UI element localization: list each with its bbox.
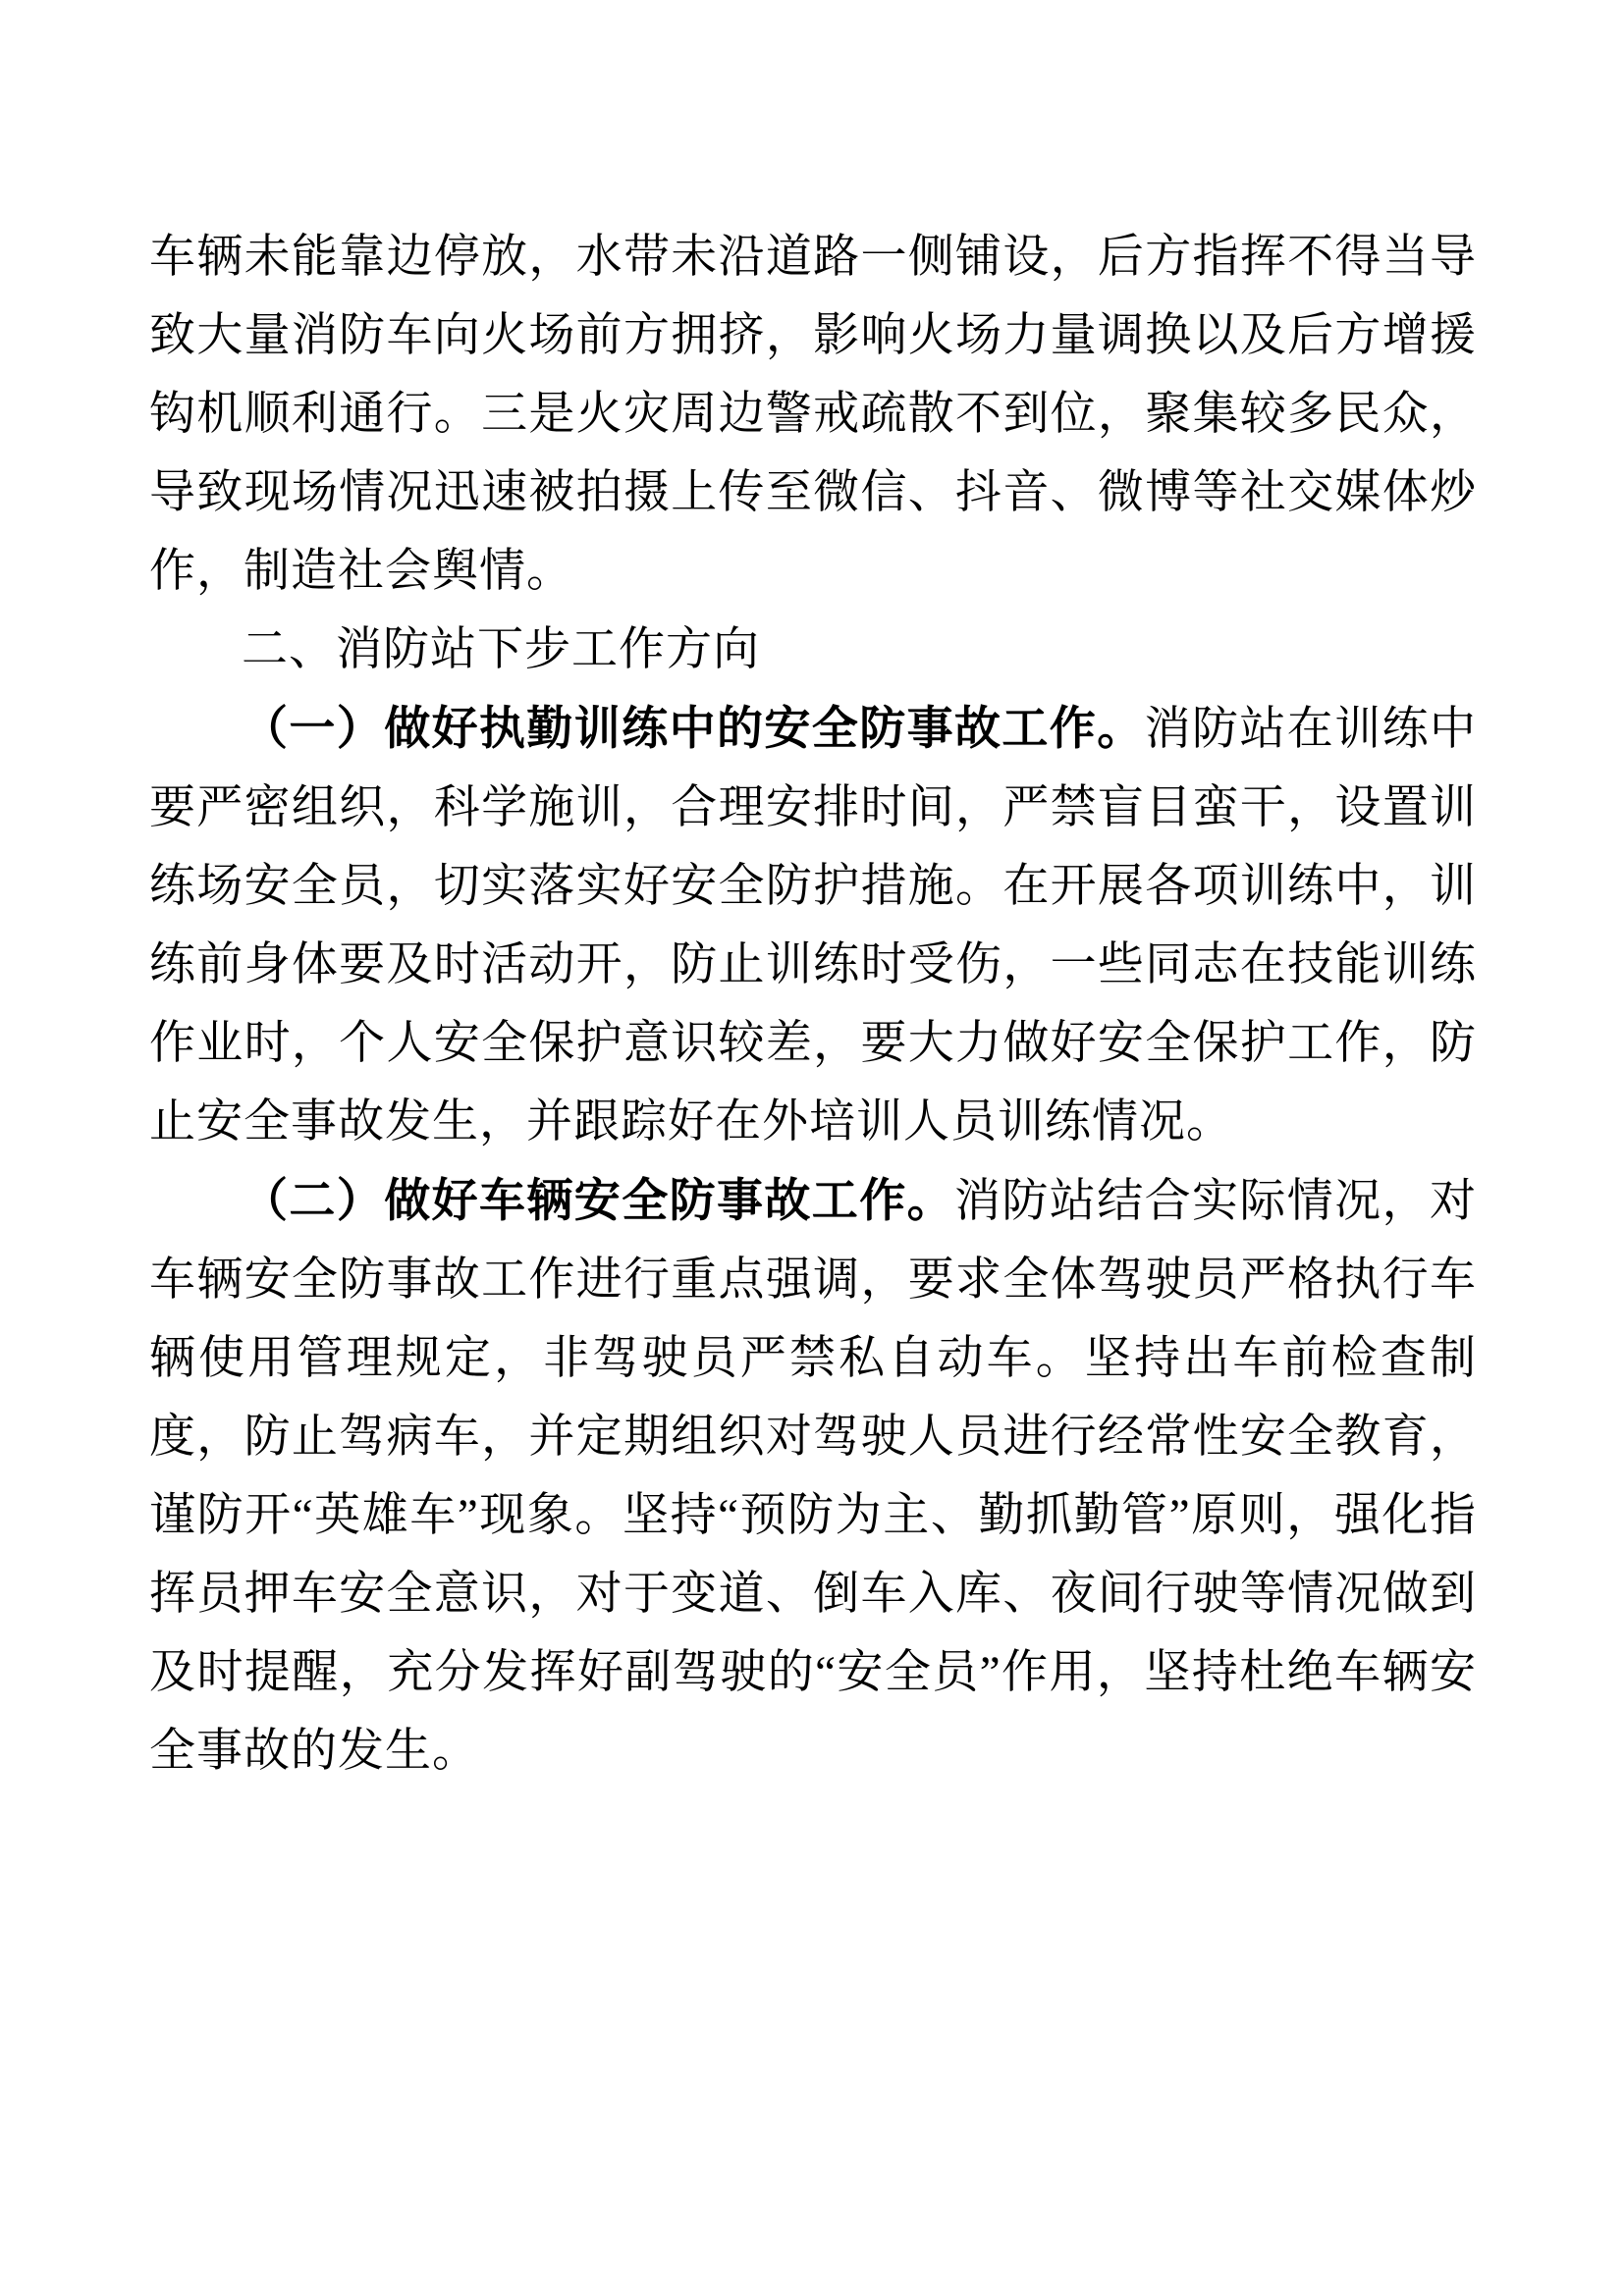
document-content	[149, 218, 1477, 1790]
paragraph-section-1	[149, 689, 1477, 1161]
paragraph-continuation: 车辆未能靠边停放，水带未沿道路一侧铺设，后方指挥不得当导致大量消防车向火场前方拥挤，影响火场力量调换以及后方增援钩机顺利通行。三是火灾周边警戒疏散不到位，聚集较多民众，导致现场情况迅速被拍摄上传至微信、抖音、微博等社交媒体炒作，制造社会舆情。	[149, 232, 1477, 597]
section-2-body: 消防站结合实际情况，对车辆安全防事故工作进行重点强调，要求全体驾驶员严格执行车辆使用管理规定，非驾驶员严禁私自动车。坚持出车前检查制度，防止驾病车，并定期组织对驾驶人员进行经常性安全教育，谨防开“英雄车”现象。坚持“预防为主、勤抓勤管”原则，强化指挥员押车安全意识，对于变道、倒车入库、夜间行驶等情况做到及时提醒，充分发挥好副驾驶的“安全员”作用，坚持杜绝车辆安全事故的发生。	[149, 1176, 1477, 1777]
section-1-lead: （一）做好执勤训练中的安全防事故工作。	[242, 702, 1145, 754]
section-heading: 二、消防站下步工作方向	[242, 624, 760, 675]
section-1-body: 消防站在训练中要严密组织，科学施训，合理安排时间，严禁盲目蛮干，设置训练场安全员，切实落实好安全防护措施。在开展各项训练中，训练前身体要及时活动开，防止训练时受伤，一些同志在技能训练作业时，个人安全保护意识较差，要大力做好安全保护工作，防止安全事故发生，并跟踪好在外培训人员训练情况。	[149, 704, 1478, 1148]
paragraph-section-2	[149, 1161, 1477, 1790]
section-2-lead: （二）做好车辆安全防事故工作。	[242, 1174, 954, 1226]
